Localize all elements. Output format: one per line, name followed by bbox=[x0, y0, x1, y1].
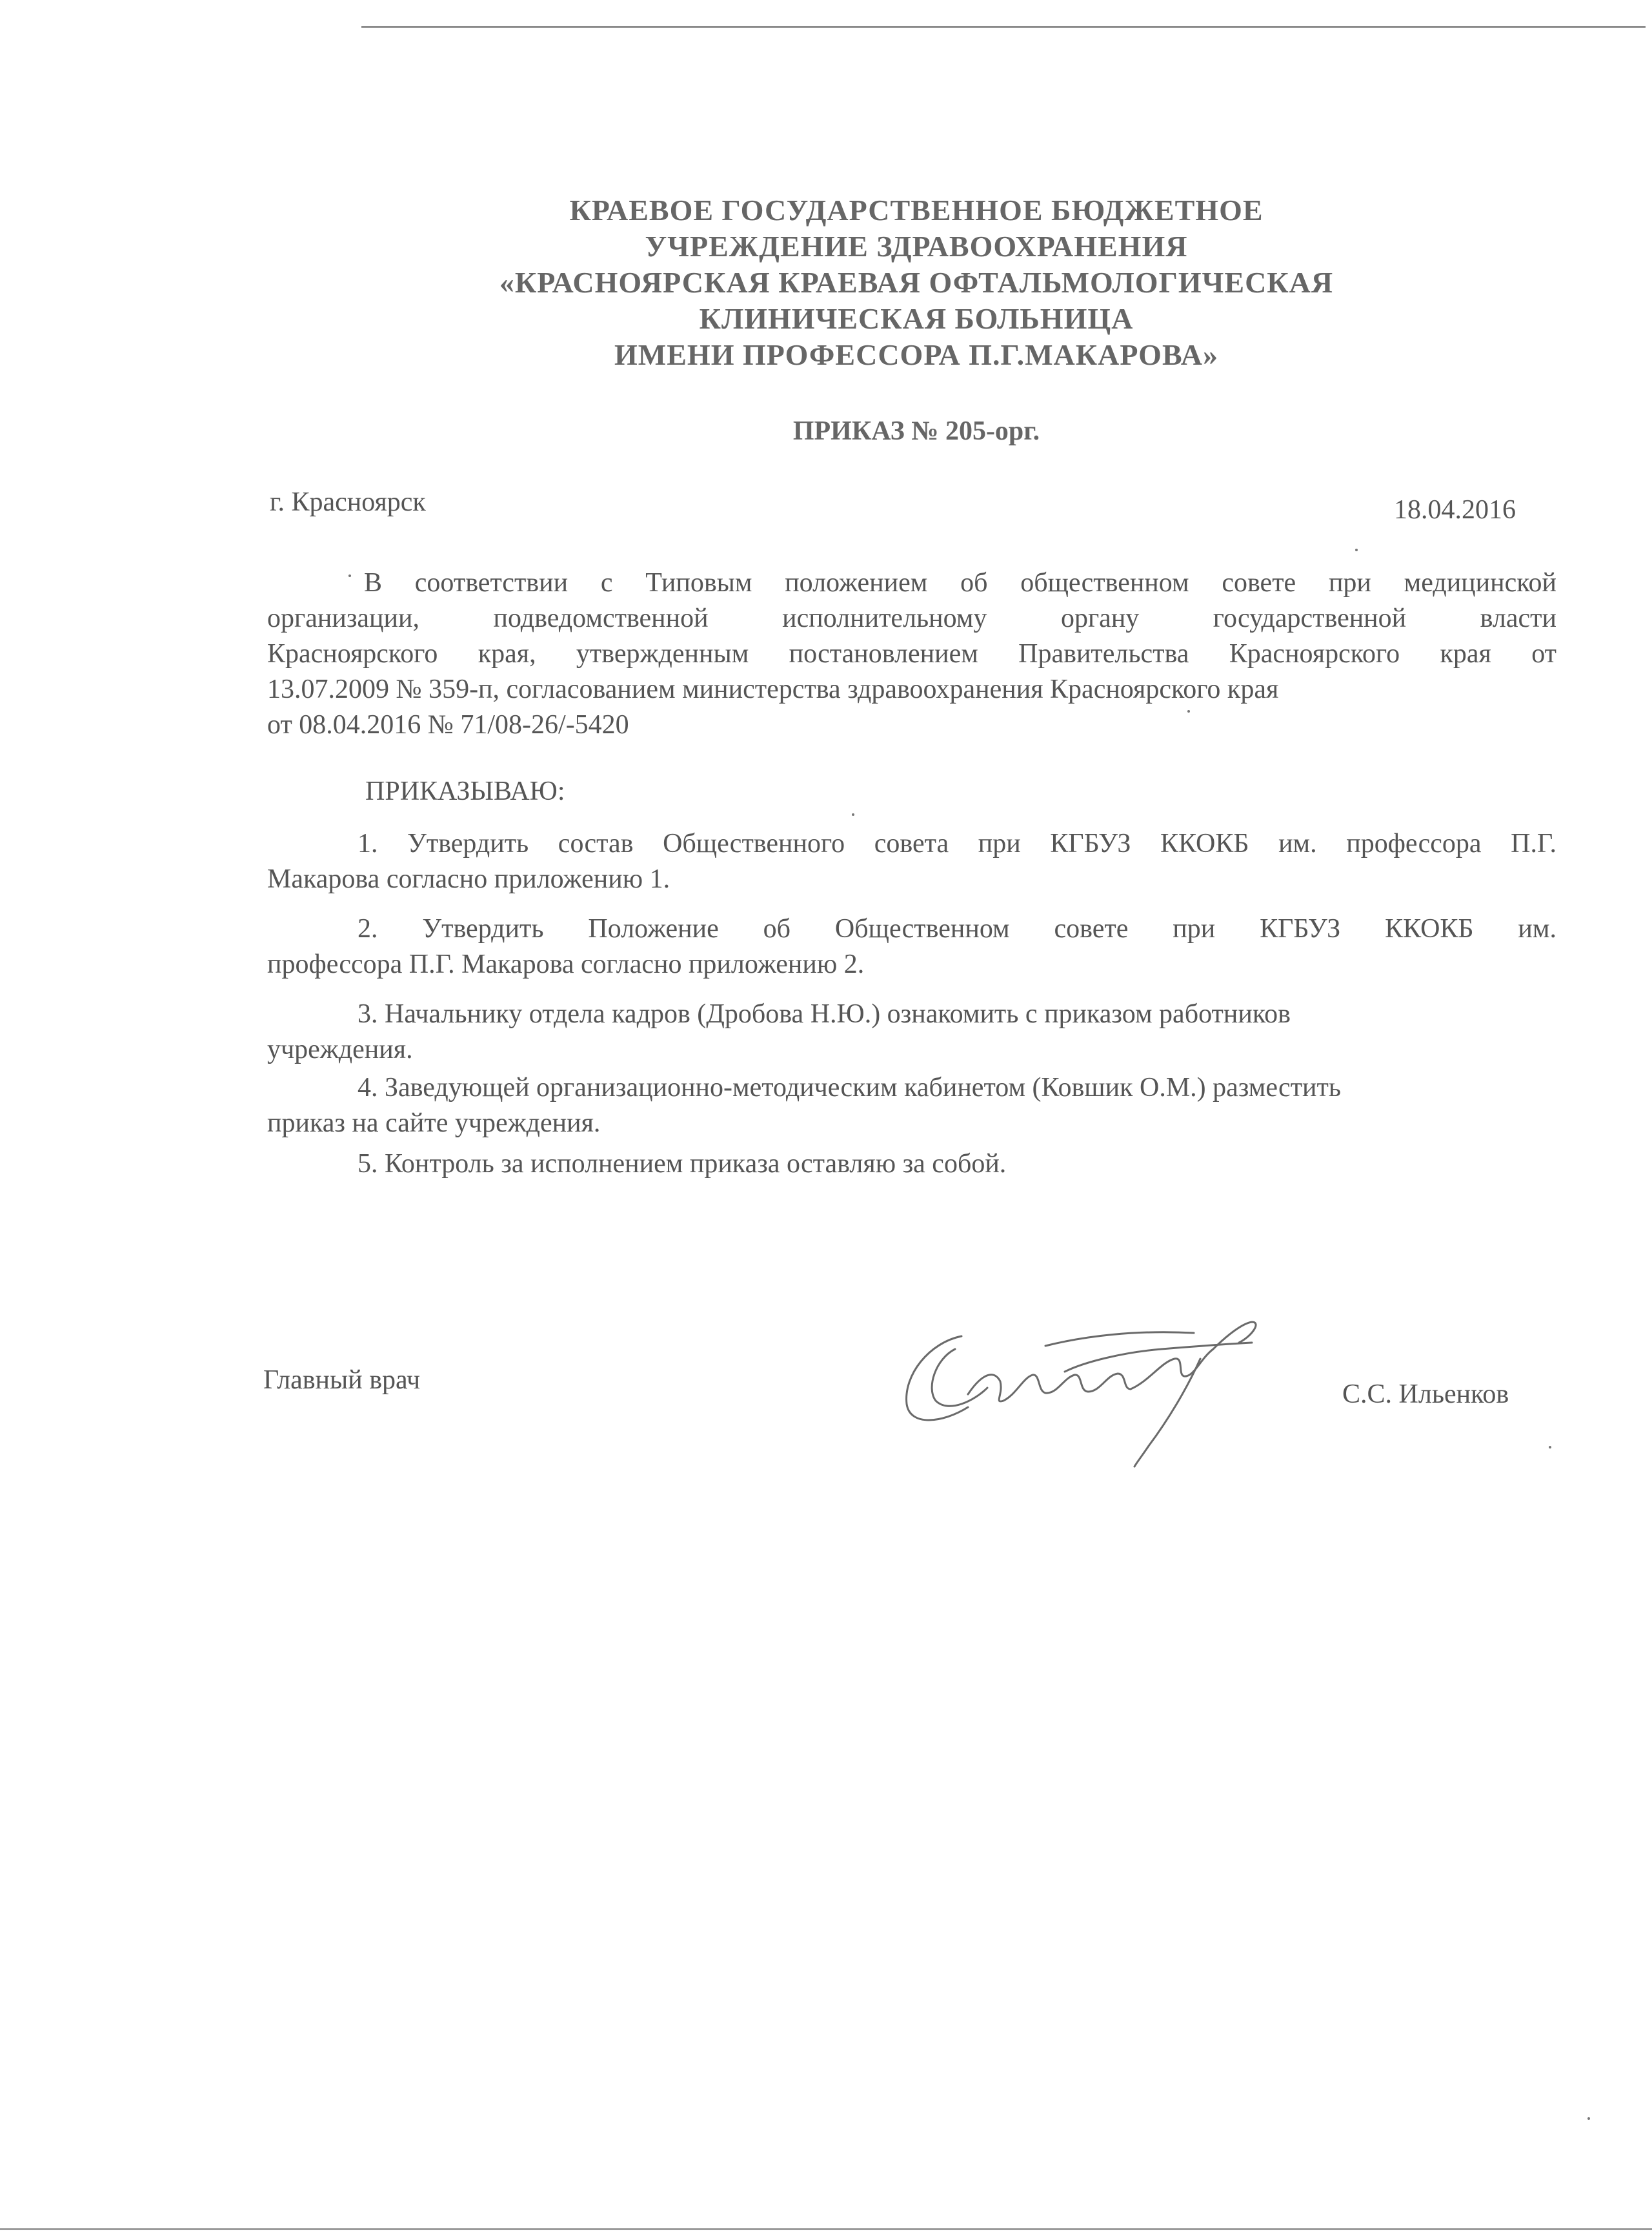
order-item bbox=[267, 1070, 1556, 1141]
scan-speck bbox=[348, 574, 351, 577]
item-line: 2. Утвердить Положение об Общественном совете при КГБУЗ ККОКБ им. bbox=[358, 914, 1556, 944]
item-line: 1. Утвердить состав Общественного совета при КГБУЗ ККОКБ им. профессора П.Г. bbox=[358, 829, 1556, 859]
item-line: 4. Заведующей организационно-методическим кабинетом (Ковшик О.М.) разместить bbox=[358, 1073, 1342, 1103]
document-header bbox=[387, 192, 1446, 373]
handwritten-signature bbox=[891, 1297, 1278, 1472]
preamble-line: от 08.04.2016 № 71/08-26/-5420 bbox=[267, 710, 629, 740]
preamble-line: организации, подведомственной исполнительному органу государственной власти bbox=[267, 604, 1556, 633]
item-line: приказ на сайте учреждения. bbox=[267, 1108, 601, 1138]
item-line: учреждения. bbox=[267, 1035, 413, 1064]
order-item bbox=[267, 826, 1556, 897]
header-line: ИМЕНИ ПРОФЕССОРА П.Г.МАКАРОВА» bbox=[614, 338, 1218, 371]
order-item bbox=[267, 1146, 1556, 1182]
order-item bbox=[267, 911, 1556, 982]
preamble-line: Красноярского края, утвержденным постановлением Правительства Красноярского края от bbox=[267, 639, 1556, 669]
header-line: УЧРЕЖДЕНИЕ ЗДРАВООХРАНЕНИЯ bbox=[645, 230, 1188, 263]
order-date: 18.04.2016 bbox=[1394, 495, 1516, 525]
order-directive: ПРИКАЗЫВАЮ: bbox=[365, 777, 565, 806]
scan-speck bbox=[1355, 549, 1358, 551]
header-line: «КРАСНОЯРСКАЯ КРАЕВАЯ ОФТАЛЬМОЛОГИЧЕСКАЯ bbox=[499, 266, 1334, 299]
scan-speck bbox=[1187, 710, 1190, 713]
preamble-line: 13.07.2009 № 359-п, согласованием министерства здравоохранения Красноярского края bbox=[267, 675, 1279, 704]
scan-edge-line bbox=[361, 26, 1646, 28]
signatory-name: С.С. Ильенков bbox=[1342, 1379, 1509, 1409]
item-line: Макарова согласно приложению 1. bbox=[267, 864, 670, 894]
preamble-paragraph bbox=[267, 565, 1556, 743]
preamble-line: В соответствии с Типовым положением об общественном совете при медицинской bbox=[364, 568, 1556, 598]
scan-speck bbox=[1587, 2117, 1590, 2120]
scan-edge-line bbox=[0, 2228, 1652, 2230]
city: г. Красноярск bbox=[270, 487, 426, 517]
item-line: 5. Контроль за исполнением приказа оставляю за собой. bbox=[358, 1149, 1007, 1179]
order-title: ПРИКАЗ № 205-орг. bbox=[792, 416, 1040, 446]
header-line: КРАЕВОЕ ГОСУДАРСТВЕННОЕ БЮДЖЕТНОЕ bbox=[569, 194, 1264, 227]
order-items bbox=[267, 826, 1556, 1196]
item-line: профессора П.Г. Макарова согласно приложению 2. bbox=[267, 950, 865, 979]
scan-speck bbox=[852, 813, 854, 816]
signatory-role: Главный врач bbox=[263, 1365, 421, 1395]
item-line: 3. Начальнику отдела кадров (Дробова Н.Ю.) ознакомить с приказом работников bbox=[358, 999, 1291, 1029]
order-item bbox=[267, 997, 1556, 1068]
scan-speck bbox=[1549, 1446, 1551, 1448]
header-line: КЛИНИЧЕСКАЯ БОЛЬНИЦА bbox=[699, 302, 1134, 335]
